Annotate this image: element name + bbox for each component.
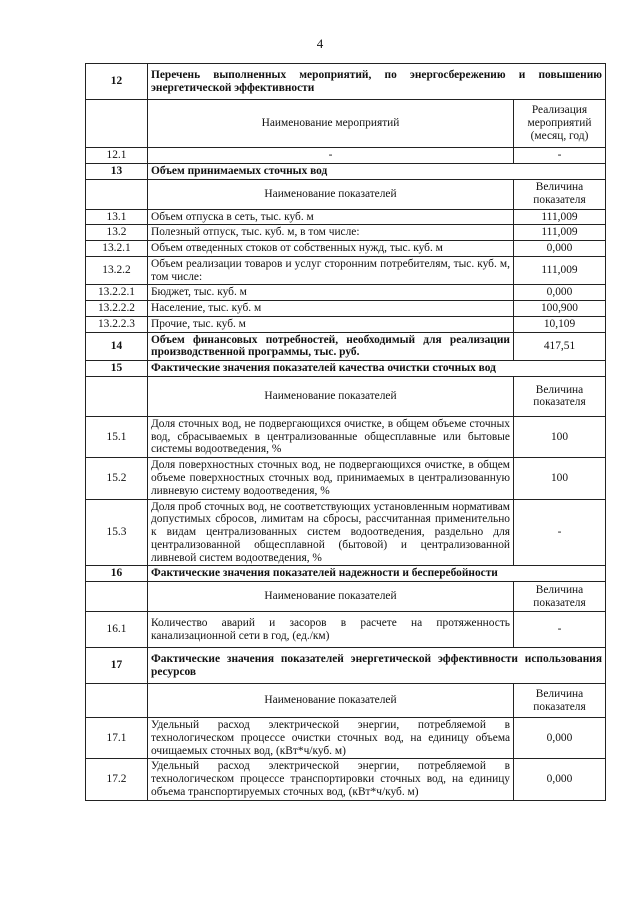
row-value: - [514, 499, 606, 566]
row-value: 100 [514, 416, 606, 457]
section-title: Перечень выполненных мероприятий, по энергосбережению и повышению энергетической эффективности [148, 64, 606, 100]
row-name: Удельный расход электрической энергии, потребляемой в технологическом процессе транспортировки сточных вод, на единицу объема транспортируемых сточных вод, (кВт*ч/куб. м) [148, 759, 514, 800]
row-name: Объем отпуска в сеть, тыс. куб. м [148, 209, 514, 225]
row-number: 17.1 [86, 718, 148, 759]
table-row [86, 301, 606, 317]
column-header-row [86, 179, 606, 209]
section-title: Объем финансовых потребностей, необходимый для реализации производственной программы, тыс. руб. [148, 332, 514, 361]
row-number: 13.2.2.3 [86, 316, 148, 332]
row-value: 0,000 [514, 241, 606, 257]
row-value: - [514, 612, 606, 648]
row-name: - [148, 148, 514, 164]
row-value: 100,900 [514, 301, 606, 317]
row-value: - [514, 148, 606, 164]
row-value: 111,009 [514, 256, 606, 285]
table-row [86, 285, 606, 301]
table-row [86, 316, 606, 332]
table-row [86, 241, 606, 257]
row-name: Доля проб сточных вод, не соответствующих установленным нормативам допустимых сбросов, лимитам на сбросы, рассчитанная применительно к видам централизованных систем водоотведения, раздельно для централизованной общесплавной (бытовой) и централизованной ливневой систем водоотведения, % [148, 499, 514, 566]
row-value: 111,009 [514, 225, 606, 241]
page-number: 4 [316, 36, 324, 51]
row-number: 17.2 [86, 759, 148, 800]
row-number: 13.1 [86, 209, 148, 225]
table-row [86, 759, 606, 800]
row-number: 13.2.2 [86, 256, 148, 285]
row-number: 13.2.2.1 [86, 285, 148, 301]
table-row [86, 458, 606, 499]
column-header-row [86, 684, 606, 718]
column-header-name: Наименование показателей [148, 582, 514, 612]
table-row [86, 416, 606, 457]
section-title: Фактические значения показателей качества очистки сточных вод [148, 361, 606, 377]
section-number: 12 [86, 64, 148, 100]
row-value: 0,000 [514, 285, 606, 301]
column-header-row [86, 582, 606, 612]
table-row [86, 148, 606, 164]
row-name: Удельный расход электрической энергии, потребляемой в технологическом процессе очистки сточных вод, на единицу объема очищаемых сточных вод, (кВт*ч/куб. м) [148, 718, 514, 759]
section-16-header [86, 566, 606, 582]
row-number: 13.2 [86, 225, 148, 241]
row-name: Количество аварий и засоров в расчете на протяженность канализационной сети в год, (ед./км) [148, 612, 514, 648]
row-name: Прочие, тыс. куб. м [148, 316, 514, 332]
row-name: Объем реализации товаров и услуг сторонним потребителям, тыс. куб. м, том числе: [148, 256, 514, 285]
column-header-value: Величина показателя [514, 684, 606, 718]
row-name: Полезный отпуск, тыс. куб. м, в том числе: [148, 225, 514, 241]
row-name: Доля сточных вод, не подвергающихся очистке, в общем объеме сточных вод, сбрасываемых в централизованные общесплавные или бытовые системы водоотведения, % [148, 416, 514, 457]
table-row [86, 209, 606, 225]
section-number: 14 [86, 332, 148, 361]
row-number: 15.2 [86, 458, 148, 499]
column-header-value: Величина показателя [514, 582, 606, 612]
section-number: 15 [86, 361, 148, 377]
row-name: Бюджет, тыс. куб. м [148, 285, 514, 301]
row-value: 10,109 [514, 316, 606, 332]
column-header-value: Величина показателя [514, 179, 606, 209]
row-value: 417,51 [514, 332, 606, 361]
row-name: Объем отведенных стоков от собственных нужд, тыс. куб. м [148, 241, 514, 257]
table-row [86, 225, 606, 241]
column-header-value: Величина показателя [514, 376, 606, 416]
section-14-header [86, 332, 606, 361]
row-number: 15.3 [86, 499, 148, 566]
section-15-header [86, 361, 606, 377]
row-name: Население, тыс. куб. м [148, 301, 514, 317]
section-number: 13 [86, 163, 148, 179]
row-value: 0,000 [514, 718, 606, 759]
report-table [85, 63, 606, 801]
column-header-row [86, 376, 606, 416]
row-number: 13.2.1 [86, 241, 148, 257]
row-number: 15.1 [86, 416, 148, 457]
section-number: 16 [86, 566, 148, 582]
row-name: Доля поверхностных сточных вод, не подвергающихся очистке, в общем объеме поверхностных сточных вод, принимаемых в централизованную ливневую систему водоотведения, % [148, 458, 514, 499]
table-row [86, 718, 606, 759]
section-number: 17 [86, 648, 148, 684]
column-header-row [86, 100, 606, 148]
row-value: 100 [514, 458, 606, 499]
section-12-header [86, 64, 606, 100]
row-number: 13.2.2.2 [86, 301, 148, 317]
section-title: Объем принимаемых сточных вод [148, 163, 606, 179]
table-row [86, 499, 606, 566]
section-title: Фактические значения показателей энергетической эффективности использования ресурсов [148, 648, 606, 684]
column-header-value: Реализация мероприятий (месяц, год) [514, 100, 606, 148]
row-value: 111,009 [514, 209, 606, 225]
table-row [86, 256, 606, 285]
column-header-name: Наименование показателей [148, 684, 514, 718]
section-13-header [86, 163, 606, 179]
row-value: 0,000 [514, 759, 606, 800]
column-header-name: Наименование мероприятий [148, 100, 514, 148]
column-header-name: Наименование показателей [148, 376, 514, 416]
row-number: 12.1 [86, 148, 148, 164]
section-17-header [86, 648, 606, 684]
section-title: Фактические значения показателей надежности и бесперебойности [148, 566, 606, 582]
row-number: 16.1 [86, 612, 148, 648]
column-header-name: Наименование показателей [148, 179, 514, 209]
table-row [86, 612, 606, 648]
